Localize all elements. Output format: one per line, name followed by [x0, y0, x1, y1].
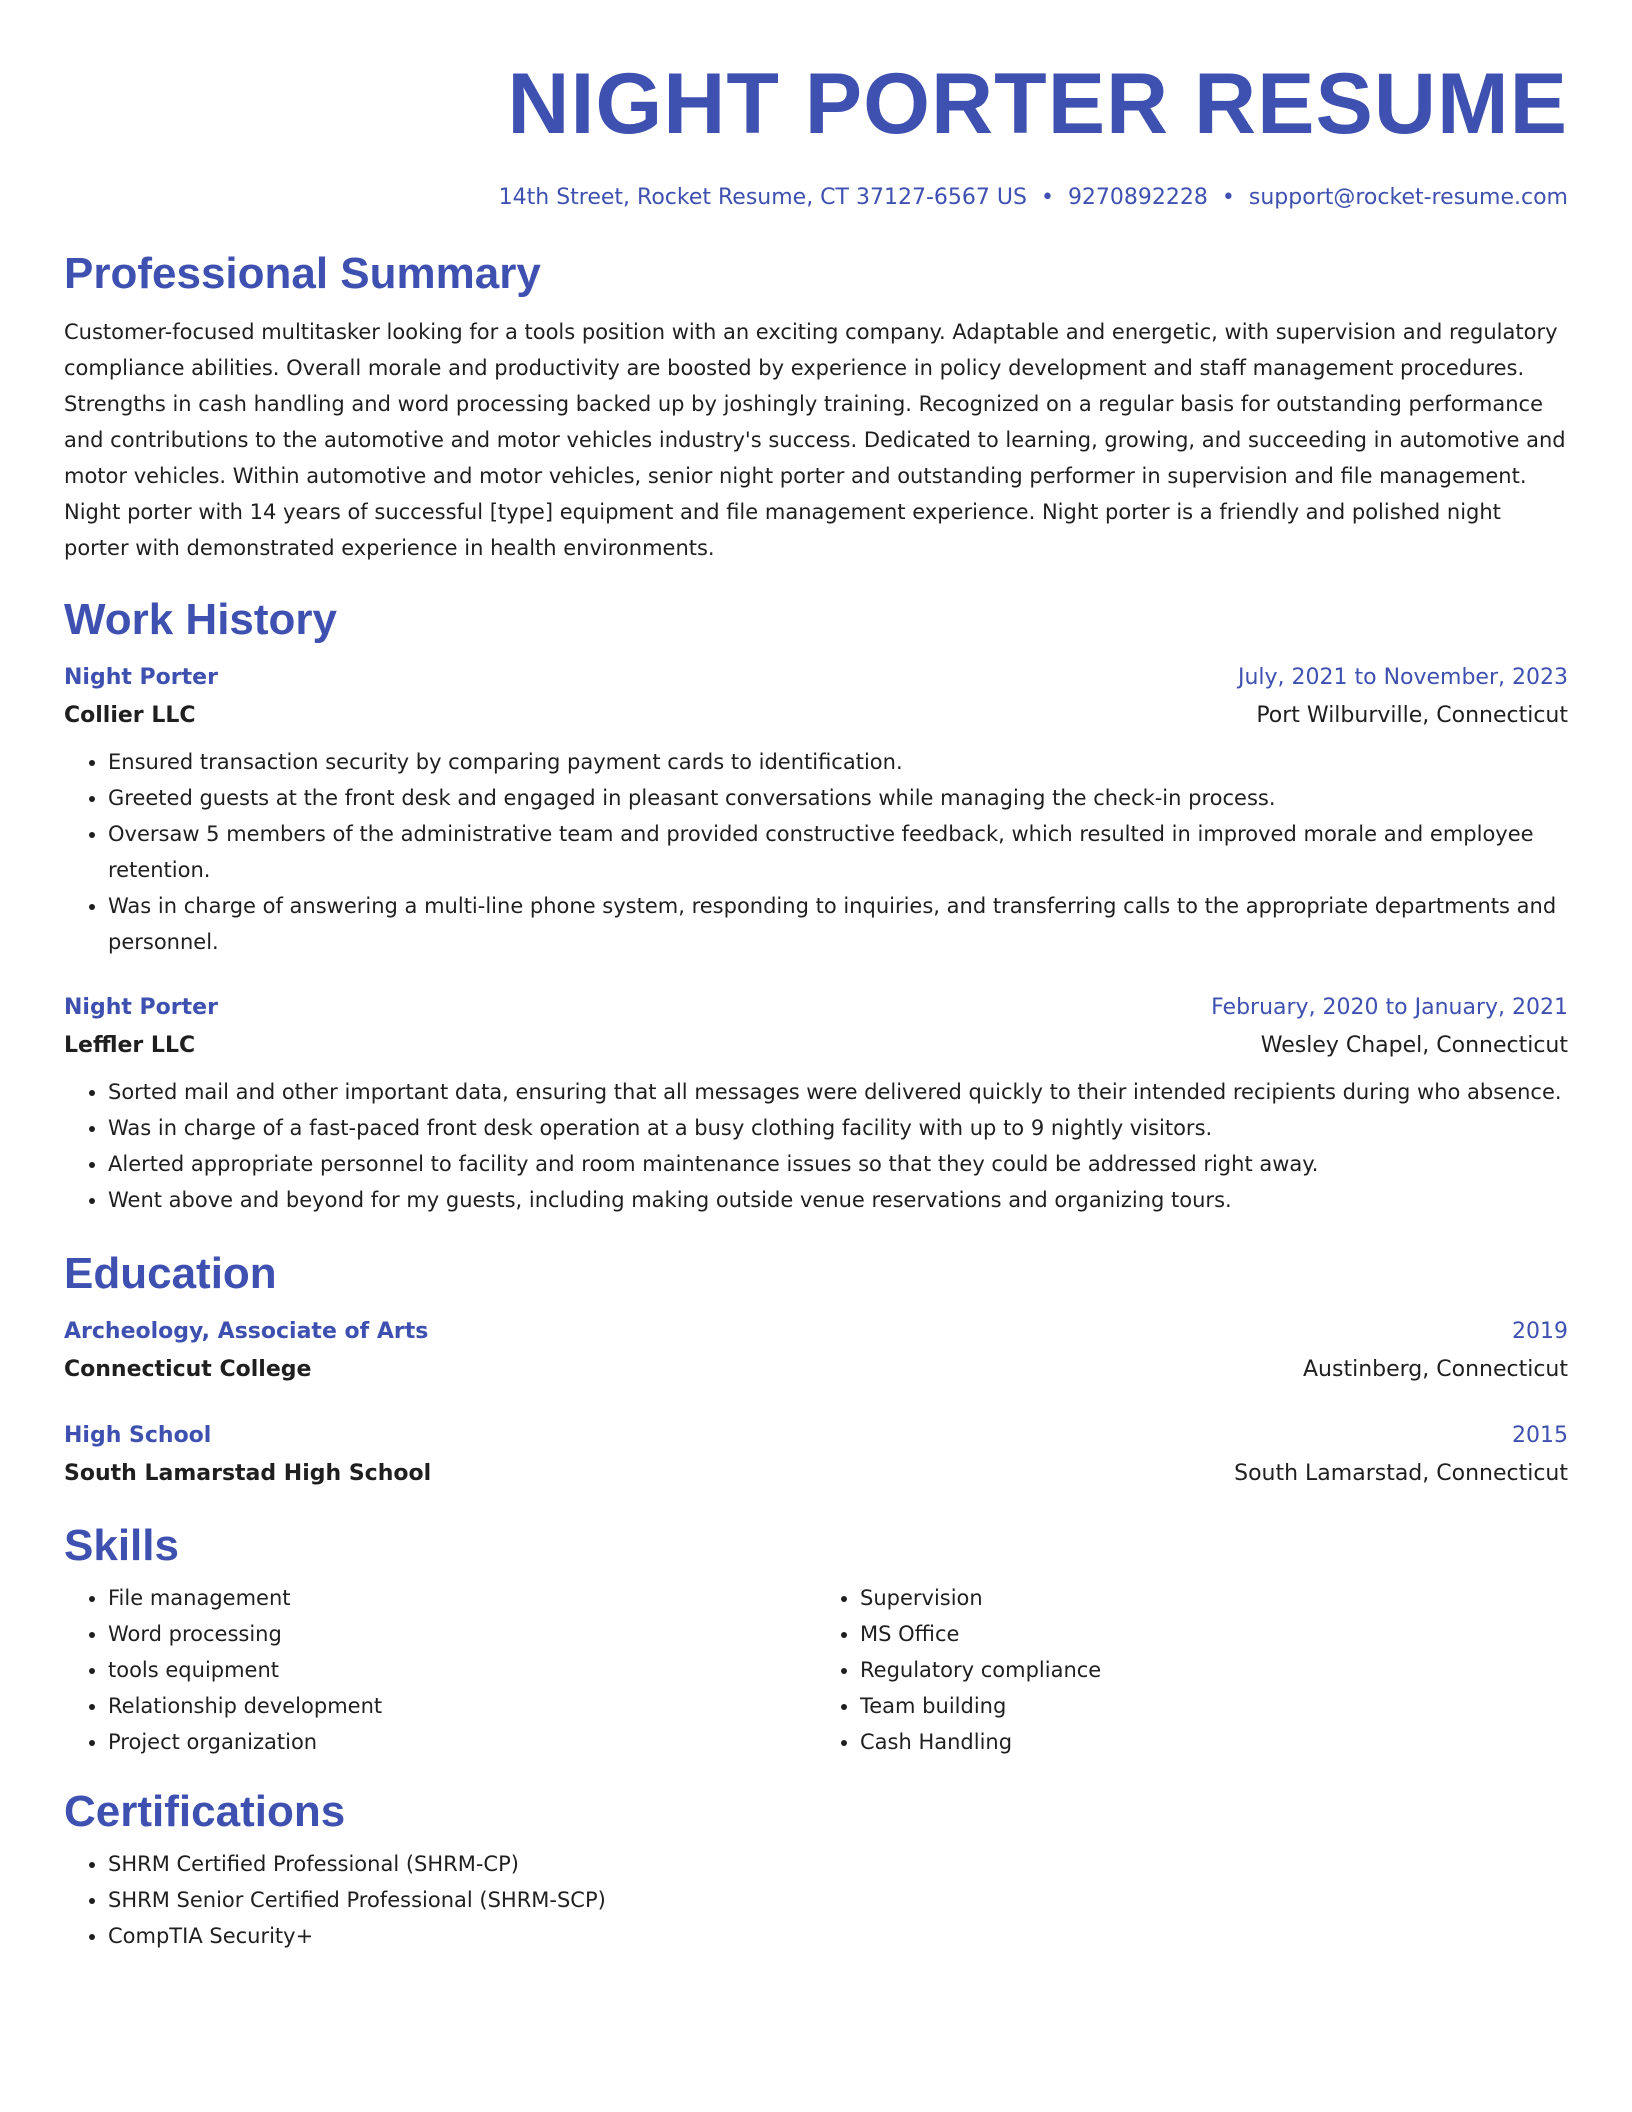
- job-entry: [64, 660, 1568, 960]
- education-school: Connecticut College: [64, 1357, 312, 1382]
- job-subheader: [64, 696, 1568, 736]
- resume-title: NIGHT PORTER RESUME: [507, 56, 1568, 152]
- job-bullets: [64, 1074, 1568, 1218]
- education-entry: [64, 1314, 1568, 1390]
- job-role: Night Porter: [64, 995, 218, 1020]
- job-entry: [64, 990, 1568, 1218]
- job-header: [64, 660, 1568, 696]
- skill-item: • Project organization: [108, 1724, 816, 1760]
- job-company: Collier LLC: [64, 703, 196, 728]
- job-bullet: • Greeted guests at the front desk and engaged in pleasant conversations while managing the check-in process.: [108, 780, 1568, 816]
- job-bullet: • Went above and beyond for my guests, including making outside venue reservations and organizing tours.: [108, 1182, 1568, 1218]
- skill-item: • Team building: [860, 1688, 1568, 1724]
- skill-item: • MS Office: [860, 1616, 1568, 1652]
- certifications-heading: Certifications: [64, 1787, 346, 1836]
- education-year: 2015: [1512, 1423, 1568, 1448]
- skill-item: • Regulatory compliance: [860, 1652, 1568, 1688]
- certification-item: • SHRM Certified Professional (SHRM-CP): [108, 1846, 1568, 1882]
- contact-phone: 9270892228: [1067, 185, 1208, 210]
- education-degree: High School: [64, 1423, 212, 1448]
- skill-item: • File management: [108, 1580, 816, 1616]
- contact-address: 14th Street, Rocket Resume, CT 37127-6567 US: [498, 185, 1027, 210]
- job-bullet: • Was in charge of answering a multi-line phone system, responding to inquiries, and transferring calls to the appropriate departments and personnel.: [108, 888, 1568, 960]
- skill-item: • Word processing: [108, 1616, 816, 1652]
- education-year: 2019: [1512, 1319, 1568, 1344]
- certifications-list: [64, 1846, 1568, 1954]
- skill-item: • Relationship development: [108, 1688, 816, 1724]
- education-subheader: [64, 1454, 1568, 1494]
- job-dates: July, 2021 to November, 2023: [1237, 665, 1568, 690]
- skill-item: • Cash Handling: [860, 1724, 1568, 1760]
- education-degree: Archeology, Associate of Arts: [64, 1319, 429, 1344]
- contact-email[interactable]: support@rocket-resume.com: [1248, 185, 1568, 210]
- skills-list-left: [64, 1580, 816, 1760]
- job-bullet: • Was in charge of a fast-paced front desk operation at a busy clothing facility with up to 9 nightly visitors.: [108, 1110, 1568, 1146]
- education-entry: [64, 1418, 1568, 1494]
- education-location: South Lamarstad, Connecticut: [1234, 1461, 1568, 1486]
- job-header: [64, 990, 1568, 1026]
- job-bullet: • Oversaw 5 members of the administrative team and provided constructive feedback, which resulted in improved morale and employee retention.: [108, 816, 1568, 888]
- job-bullet: • Ensured transaction security by comparing payment cards to identification.: [108, 744, 1568, 780]
- contact-separator: •: [1040, 185, 1054, 210]
- job-bullets: [64, 744, 1568, 960]
- job-location: Wesley Chapel, Connecticut: [1260, 1033, 1568, 1058]
- education-location: Austinberg, Connecticut: [1303, 1357, 1568, 1382]
- contact-separator: •: [1221, 185, 1235, 210]
- certification-item: • SHRM Senior Certified Professional (SHRM-SCP): [108, 1882, 1568, 1918]
- education-subheader: [64, 1350, 1568, 1390]
- summary-heading: Professional Summary: [64, 249, 541, 298]
- skills-list-right: [816, 1580, 1568, 1760]
- summary-text: Customer-focused multitasker looking for a tools position with an exciting company. Adaptable and energetic, with supervision and regulatory compliance abilities. Overall morale and productivity are boosted by experience in policy development and staff management procedures. Strengths in cash handling and word processing backed up by joshingly training. Recognized on a regular basis for outstanding performance and contributions to the automotive and motor vehicles industry's success. Dedicated to learning, growing, and succeeding in automotive and motor vehicles. Within automotive and motor vehicles, senior night porter and outstanding performer in supervision and file management. Night porter with 14 years of successful [type] equipment and file management experience. Night porter is a friendly and polished night porter with demonstrated experience in health environments.: [64, 320, 1566, 560]
- job-role: Night Porter: [64, 665, 218, 690]
- education-header: [64, 1314, 1568, 1350]
- skill-item: • Supervision: [860, 1580, 1568, 1616]
- education-header: [64, 1418, 1568, 1454]
- job-location: Port Wilburville, Connecticut: [1256, 703, 1568, 728]
- work-history-heading: Work History: [64, 595, 338, 644]
- education-heading: Education: [64, 1249, 277, 1298]
- job-subheader: [64, 1026, 1568, 1066]
- certification-item: • CompTIA Security+: [108, 1918, 1568, 1954]
- job-bullet: • Alerted appropriate personnel to facility and room maintenance issues so that they could be addressed right away.: [108, 1146, 1568, 1182]
- job-bullet: • Sorted mail and other important data, ensuring that all messages were delivered quickly to their intended recipients during who absence.: [108, 1074, 1568, 1110]
- contact-line: [64, 182, 1568, 214]
- job-dates: February, 2020 to January, 2021: [1211, 995, 1568, 1020]
- skills-columns: [64, 1580, 1568, 1760]
- job-company: Leffler LLC: [64, 1033, 196, 1058]
- skill-item: • tools equipment: [108, 1652, 816, 1688]
- skills-heading: Skills: [64, 1521, 179, 1570]
- education-school: South Lamarstad High School: [64, 1461, 432, 1486]
